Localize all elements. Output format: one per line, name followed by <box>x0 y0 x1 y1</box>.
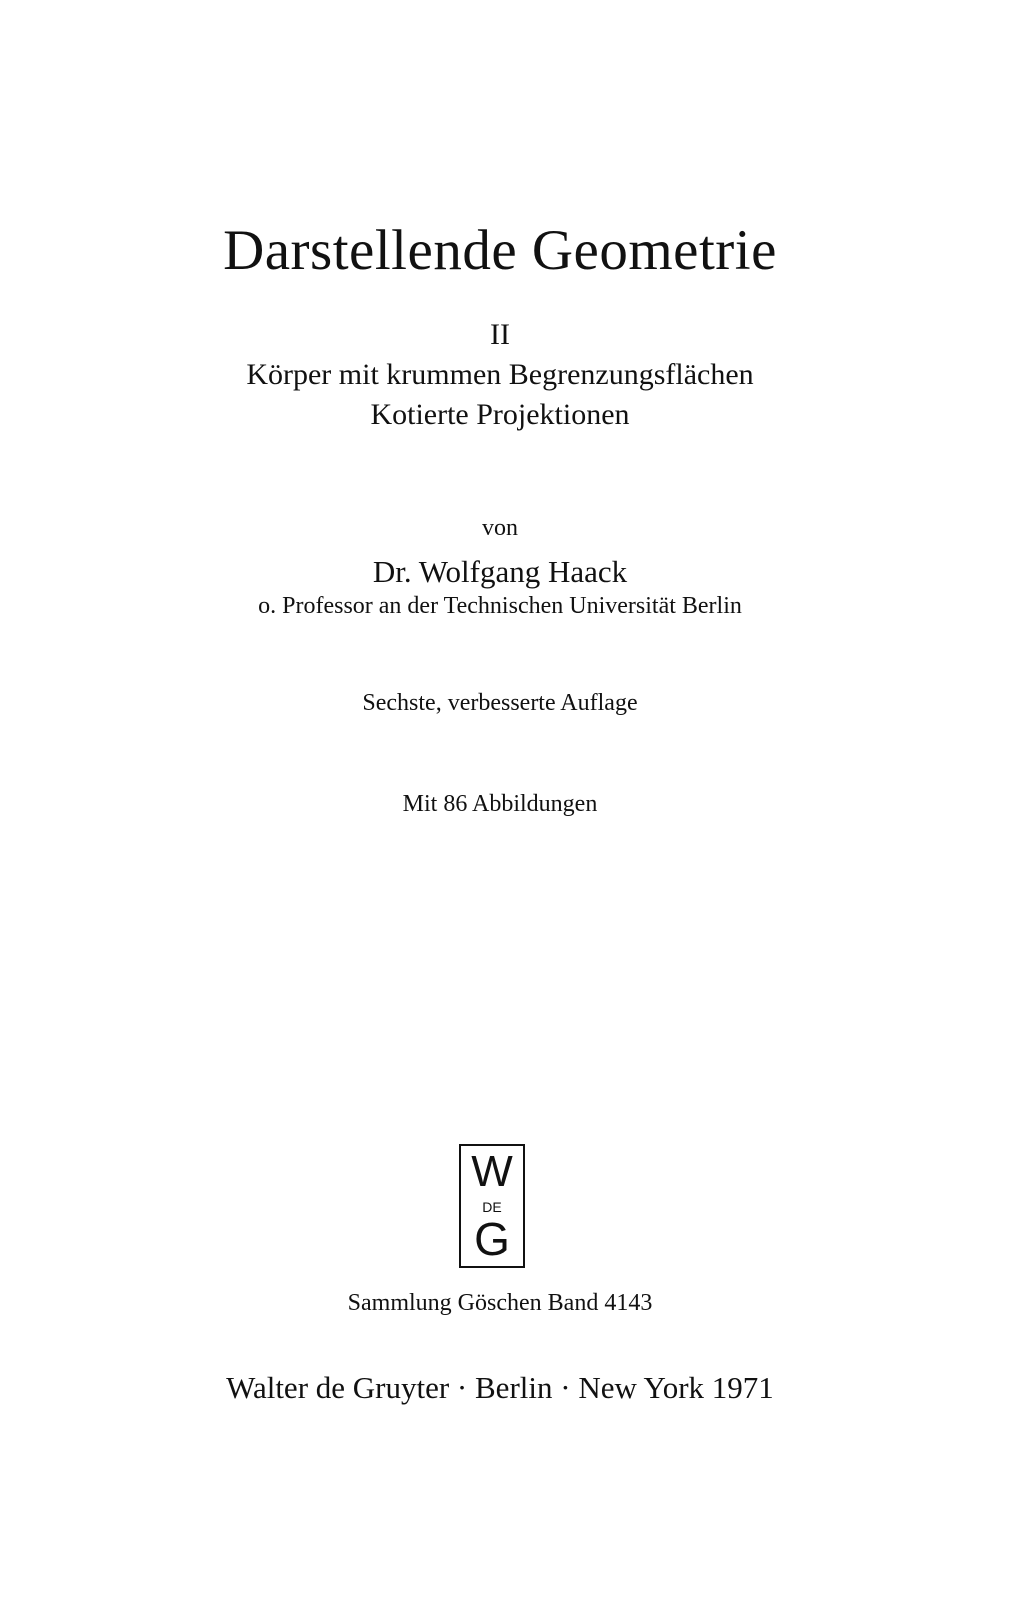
subtitle-line-2: Kotierte Projektionen <box>370 398 630 431</box>
logo-letter-g: G <box>474 1213 510 1265</box>
author-affiliation: o. Professor an der Technischen Universität Berlin <box>258 593 742 619</box>
subtitle-line-1: Körper mit krummen Begrenzungsflächen <box>246 358 754 391</box>
figures-count: Mit 86 Abbildungen <box>402 791 598 817</box>
logo-letters-de: DE <box>482 1199 502 1215</box>
publisher-logo <box>459 1144 525 1268</box>
logo-letter-w: W <box>471 1147 513 1196</box>
edition-statement: Sechste, verbesserte Auflage <box>362 690 638 716</box>
author-name: Dr. Wolfgang Haack <box>372 554 628 589</box>
by-label: von <box>482 515 518 541</box>
volume-number: II <box>490 318 510 351</box>
publisher-imprint: Walter de Gruyter · Berlin · New York 1971 <box>226 1370 774 1405</box>
book-title: Darstellende Geometrie <box>223 219 777 282</box>
series-statement: Sammlung Göschen Band 4143 <box>347 1290 653 1316</box>
